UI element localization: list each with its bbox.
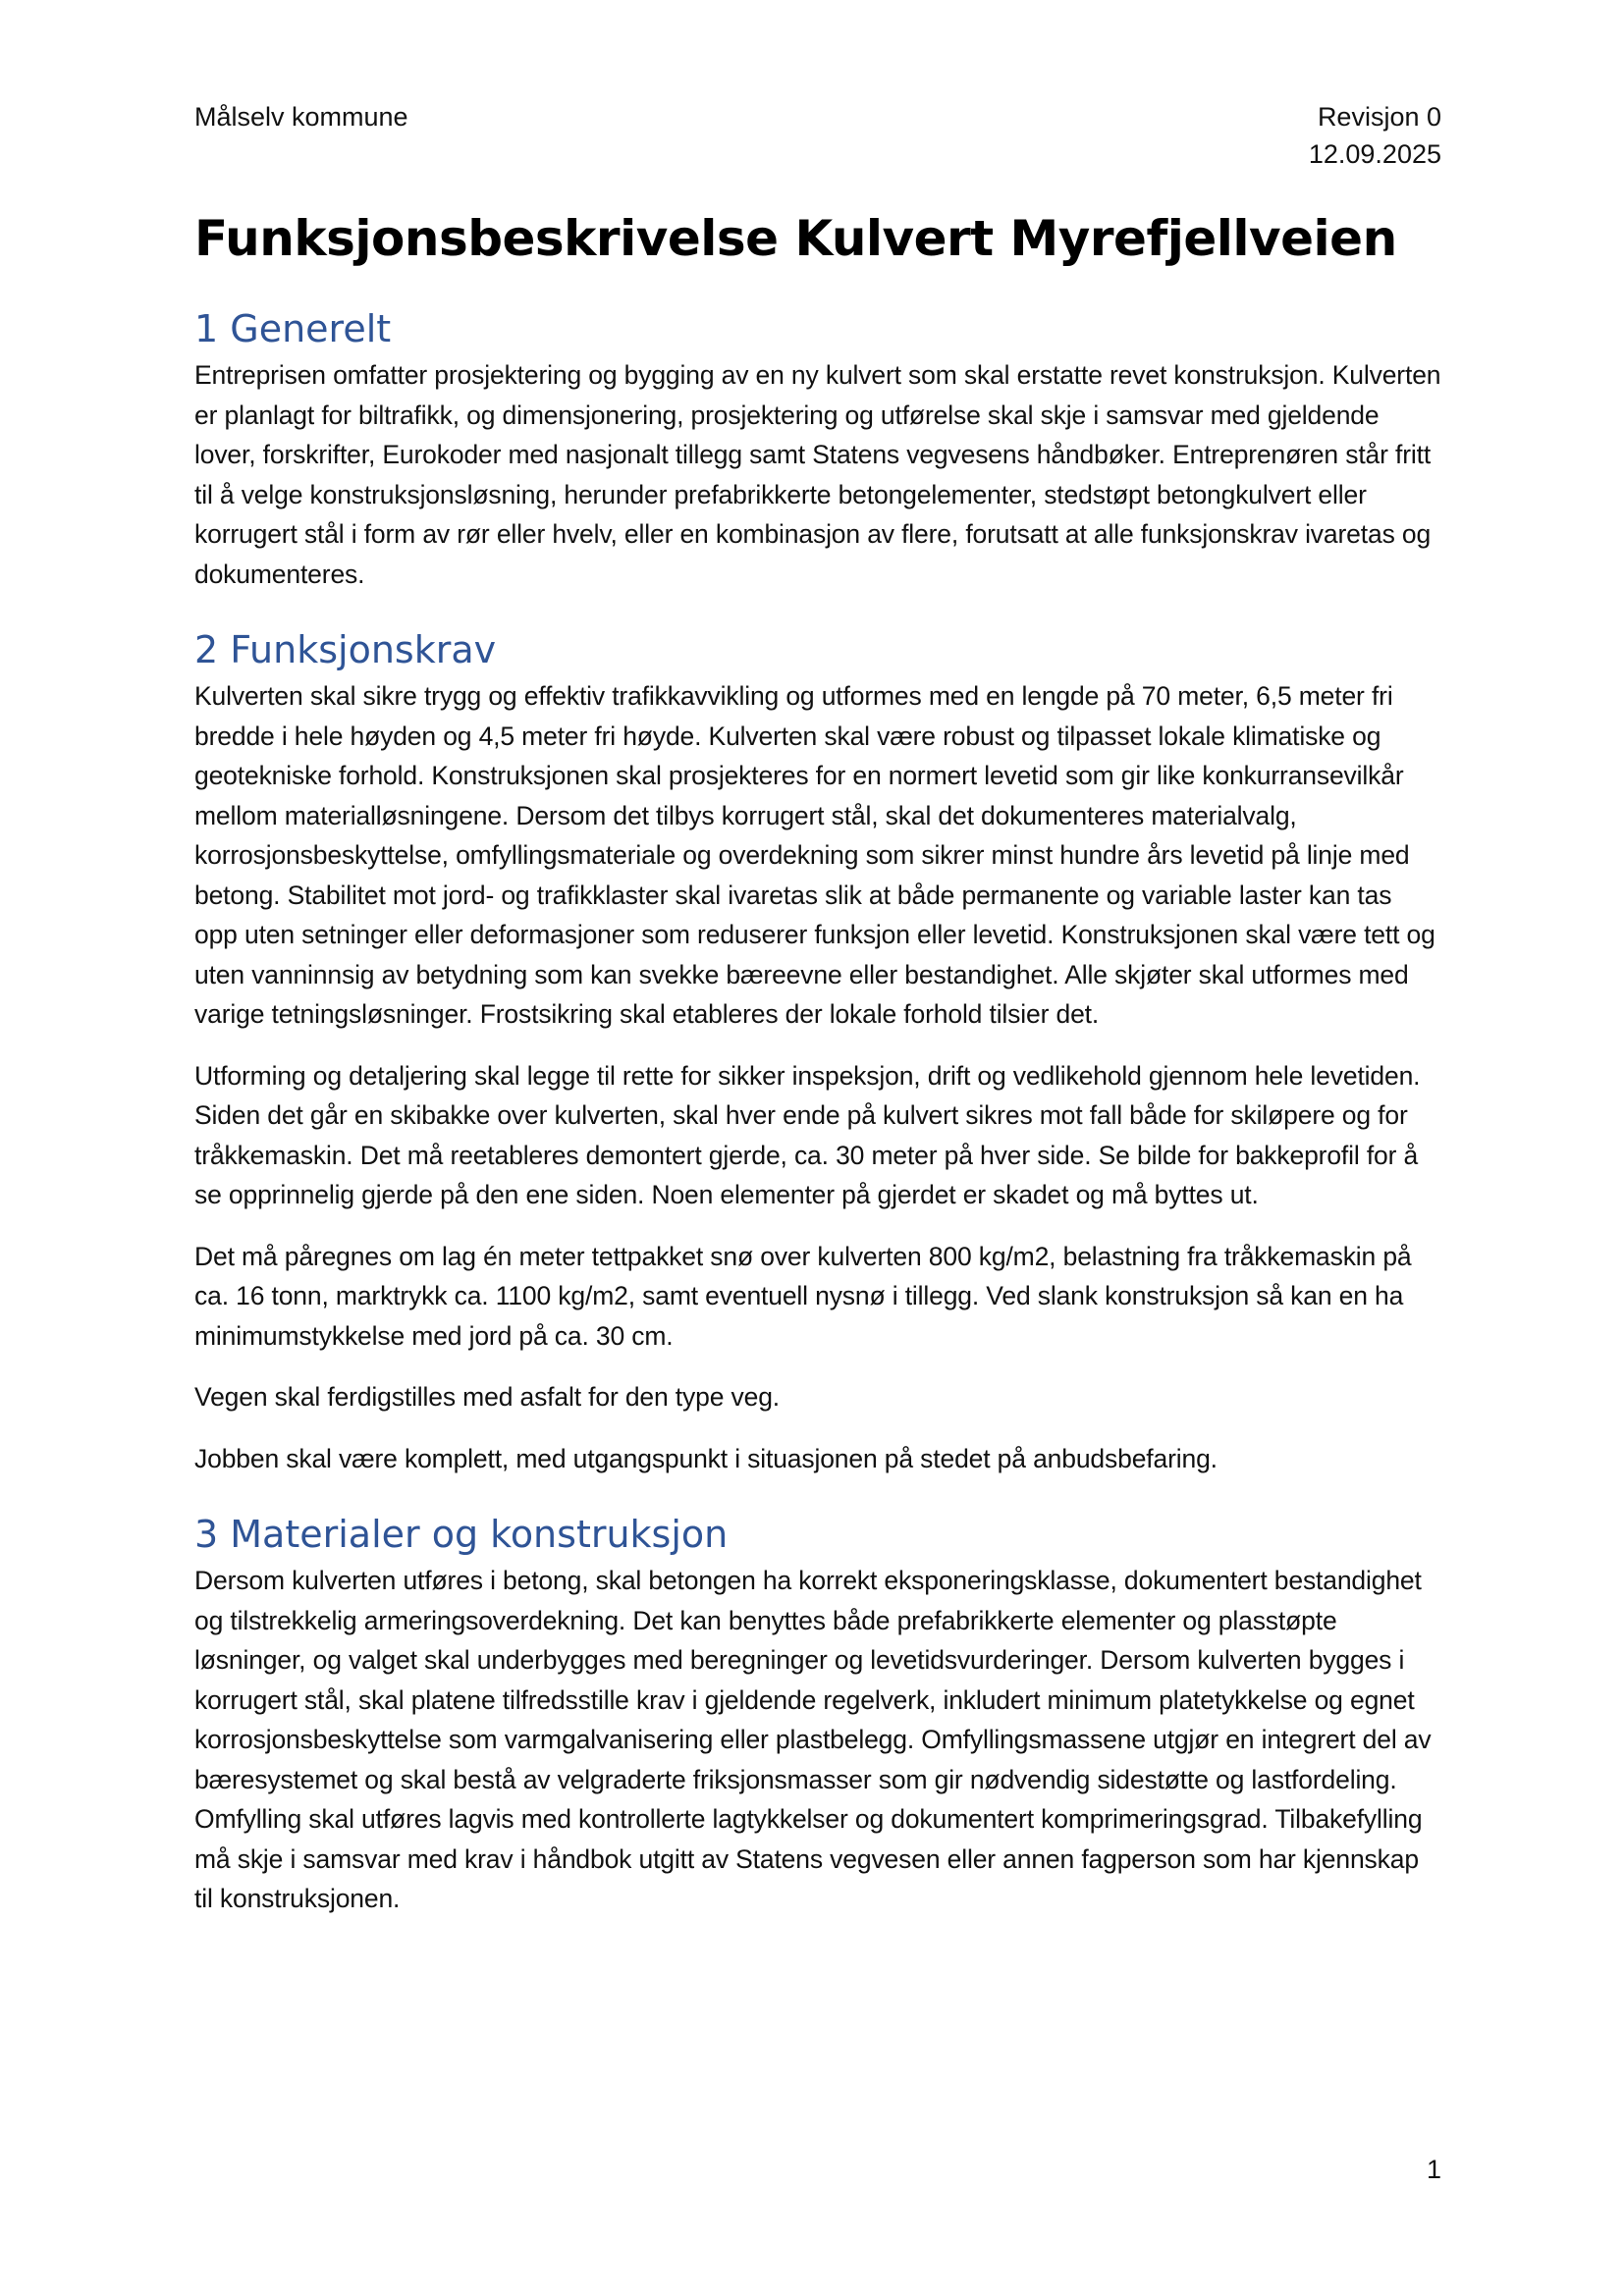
section-heading: 2 Funksjonskrav xyxy=(194,628,497,671)
section-paragraph: Entreprisen omfatter prosjektering og bygging av en ny kulvert som skal erstatte revet konstruksjon. Kulverten er planlagt for biltrafikk, og dimensjonering, prosjektering og utførelse skal skje i samsvar med gjeldende lover, forskrifter, Eurokoder med nasjonalt tillegg samt Statens vegvesens håndbøker. Entreprenøren står fritt til å velge konstruksjonsløsning, herunder prefabrikkerte betongelementer, stedstøpt betongkulvert eller korrugert stål i form av rør eller hvelv, eller en kombinasjon av flere, forutsatt at alle funksjonskrav ivaretas og dokumenteres. xyxy=(194,360,1441,589)
revision-date: 12.09.2025 xyxy=(1308,139,1441,169)
section-paragraph: Jobben skal være komplett, med utgangspunkt i situasjonen på stedet på anbudsbefaring. xyxy=(194,1443,1218,1473)
section-generelt xyxy=(194,304,1441,594)
revision-block xyxy=(1309,98,1441,173)
organization-name: Målselv kommune xyxy=(194,102,408,132)
page-header xyxy=(194,98,1441,173)
document-title: Funksjonsbeskrivelse Kulvert Myrefjellveien xyxy=(194,210,1397,267)
section-materialer xyxy=(194,1510,1441,1919)
section-paragraph: Dersom kulverten utføres i betong, skal betongen ha korrekt eksponeringsklasse, dokumentert bestandighet og tilstrekkelig armeringsoverdekning. Det kan benyttes både prefabrikkerte elementer og plasstøpte løsninger, og valget skal underbygges med beregninger og levetidsvurderinger. Dersom kulverten bygges i korrugert stål, skal platene tilfredsstille krav i gjeldende regelverk, inkludert minimum platetykkelse og egnet korrosjonsbeskyttelse som varmgalvanisering eller plastbelegg. Omfyllingsmassene utgjør en integrert del av bæresystemet og skal bestå av velgraderte friksjonsmasser som gir nødvendig sidestøtte og lastfordeling. Omfylling skal utføres lagvis med kontrollerte lagtykkelser og dokumentert komprimeringsgrad. Tilbakefylling må skje i samsvar med krav i håndbok utgitt av Statens vegvesen eller annen fagperson som har kjennskap til konstruksjonen. xyxy=(194,1566,1432,1913)
section-funksjonskrav xyxy=(194,625,1441,1478)
section-paragraph: Utforming og detaljering skal legge til rette for sikker inspeksjon, drift og vedlikehold gjennom hele levetiden. Siden det går en skibakke over kulverten, skal hver ende på kulvert sikres mot fall både for skiløpere og for tråkkemaskin. Det må reetableres demontert gjerde, ca. 30 meter på hver side. Se bilde for bakkeprofil for å se opprinnelig gjerde på den ene siden. Noen elementer på gjerdet er skadet og må byttes ut. xyxy=(194,1060,1421,1209)
document-page xyxy=(194,98,1441,1919)
page-number: 1 xyxy=(1426,2155,1441,2184)
section-heading: 3 Materialer og konstruksjon xyxy=(194,1513,729,1556)
revision-label: Revisjon 0 xyxy=(1317,102,1441,132)
section-paragraph: Det må påregnes om lag én meter tettpakket snø over kulverten 800 kg/m2, belastning fra tråkkemaskin på ca. 16 tonn, marktrykk ca. 1100 kg/m2, samt eventuell nysnø i tillegg. Ved slank konstruksjon så kan en ha minimumstykkelse med jord på ca. 30 cm. xyxy=(194,1241,1412,1351)
section-heading: 1 Generelt xyxy=(194,307,392,350)
section-paragraph: Vegen skal ferdigstilles med asfalt for den type veg. xyxy=(194,1382,780,1412)
section-paragraph: Kulverten skal sikre trygg og effektiv trafikkavvikling og utformes med en lengde på 70 meter, 6,5 meter fri bredde i hele høyden og 4,5 meter fri høyde. Kulverten skal være robust og tilpasset lokale klimatiske og geotekniske forhold. Konstruksjonen skal prosjekteres for en normert levetid som gir like konkurransevilkår mellom materialløsningene. Dersom det tilbys korrugert stål, skal det dokumenteres materialvalg, korrosjonsbeskyttelse, omfyllingsmateriale og overdekning som sikrer minst hundre års levetid på linje med betong. Stabilitet mot jord- og trafikklaster skal ivaretas slik at både permanente og variable laster kan tas opp uten setninger eller deformasjoner som reduserer funksjon eller levetid. Konstruksjonen skal være tett og uten vanninnsig av betydning som kan svekke bæreevne eller bestandighet. Alle skjøter skal utformes med varige tetningsløsninger. Frostsikring skal etableres der lokale forhold tilsier det. xyxy=(194,681,1435,1029)
